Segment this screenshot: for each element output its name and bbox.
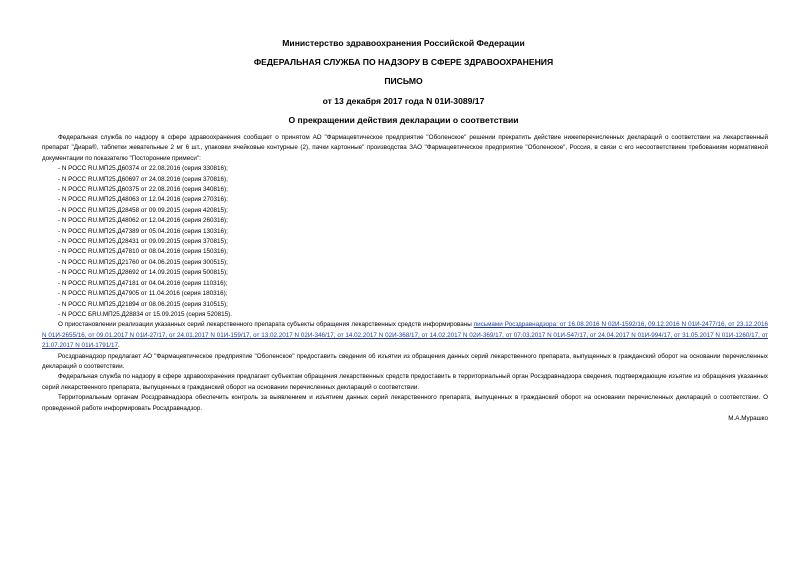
service-name: ФЕДЕРАЛЬНАЯ СЛУЖБА ПО НАДЗОРУ В СФЕРЕ ЗДРАВООХРАНЕНИЯ — [253, 57, 554, 67]
declaration-item: - N РОСС RU.МП25.Д21760 от 04.06.2015 (серия 300515); — [58, 258, 228, 266]
declaration-item: - N РОСС RU.МП25.Д60697 от 24.08.2016 (серия 370816); — [58, 175, 228, 183]
signature: М.А.Мурашко — [728, 414, 768, 422]
document-body — [42, 133, 768, 424]
notification-text: О приостановлении реализации указанных серий лекарственного препарата субъекты обращения лекарственных средств информированы — [58, 321, 474, 329]
declaration-item: - N РОСС RU.МП25.Д28458 от 09.09.2015 (серия 420815); — [58, 206, 228, 214]
proposal-manufacturer-paragraph: Росздравнадзор предлагает АО "Фармацевтическое предприятие "Оболенское" предоставить сведения об изъятии из обращения данных серий лекарственного препарата, выпущенных в гражданский оборот на основании перечисленных деклараций о соответствии. — [42, 352, 768, 370]
declaration-item: - N РОСС RU.МП25.Д28431 от 09.09.2015 (серия 370815); — [58, 238, 228, 246]
declaration-item: - N РОСС RU.МП25.Д28692 от 14.09.2015 (серия 500815); — [58, 269, 228, 277]
declaration-item: - N РОСС RU.МП25.Д60375 от 22.08.2016 (серия 340816); — [58, 186, 228, 194]
document-date-number: от 13 декабря 2017 года N 01И-3089/17 — [322, 96, 485, 106]
notification-paragraph — [42, 320, 768, 351]
declaration-list — [42, 164, 768, 320]
roszdravnadzor-letters-link[interactable]: письмами Росздравнадзора: от 16.08.2016 N 02И-1592/16, 09.12.2016 N 01И-2477/16, от 23.12.2016 N 01И-2655/16, от 09.01.2017 N 01И-27/17, от 24.01.2017 N 01И-159/17, от 13.02.2017 N 02И-346/17, от 14.02.2017 N 02И-368/17, от 14.02.2017 N 02И-369/17, от 07.03.2017 N 01И-547/17, от 24.04.2017 N 01И-994/17, от 31.05.2017 N 01И-1260/17, от 21.07.2017 N 01И-1791/17 — [42, 321, 768, 350]
declaration-item: - N РОСС RU.МП25.Д47389 от 05.04.2016 (серия 130316); — [58, 227, 228, 235]
declaration-item: - N РОСС RU.МП25.Д47810 от 08.04.2016 (серия 150316); — [58, 248, 228, 256]
ministry-name: Министерство здравоохранения Российской Федерации — [282, 38, 525, 48]
intro-paragraph: Федеральная служба по надзору в сфере здравоохранения сообщает о принятом АО "Фармацевтическое предприятие "Оболенское" решении прекратить действие нижеперечисленных деклараций о соответствии на лекарственный препарат "Диара®, таблетки жевательные 2 мг 6 шт., упаковки ячейковые контурные (2), пачки картонные" производства ЗАО "Фармацевтическое предприятие "Оболенское", Россия, в связи с его несоответствием требованиям нормативной документации по показателю "Посторонние примеси": — [42, 134, 768, 162]
declaration-item: - N РОСС RU.МП25.Д48062 от 12.04.2016 (серия 260316); — [58, 217, 228, 225]
notification-end: . — [117, 342, 120, 350]
document-type: ПИСЬМО — [384, 76, 423, 86]
declaration-item: - N РОСС RU.МП25.Д60374 от 22.08.2016 (серия 330816); — [58, 165, 228, 173]
document-title: О прекращении действия декларации о соответствии — [288, 115, 519, 125]
declaration-item: - N РОСС RU.МП25.Д47905 от 11.04.2016 (серия 180316); — [58, 290, 228, 298]
declaration-item: - N РОСС RU.МП25.Д47181 от 04.04.2016 (серия 110316); — [58, 279, 228, 287]
proposal-subjects-paragraph: Федеральная служба по надзору в сфере здравоохранения предлагает субъектам обращения лекарственных средств предоставить в территориальный орган Росздравнадзора сведения, подтверждающие изъятие из обращения указанных серий лекарственного препарата, выпущенных в гражданский оборот на основании перечисленных деклараций о соответствии. — [42, 373, 768, 391]
declaration-item: - N РОСС RU.МП25.Д48063 от 12.04.2016 (серия 270316); — [58, 196, 228, 204]
declaration-item: - N РОСС RU.МП25.Д21894 от 08.06.2015 (серия 310515); — [58, 300, 228, 308]
declaration-item: - N РОСС БRU.МП25.Д28834 от 15.09.2015 (серия 520815). — [58, 310, 233, 318]
territorial-control-paragraph: Территориальным органам Росздравнадзора обеспечить контроль за выявлением и изъятием данных серий лекарственного препарата, выпущенных в гражданский оборот на основании перечисленных деклараций о соответствии. О проведенной работе информировать Росздравнадзор. — [42, 394, 768, 412]
